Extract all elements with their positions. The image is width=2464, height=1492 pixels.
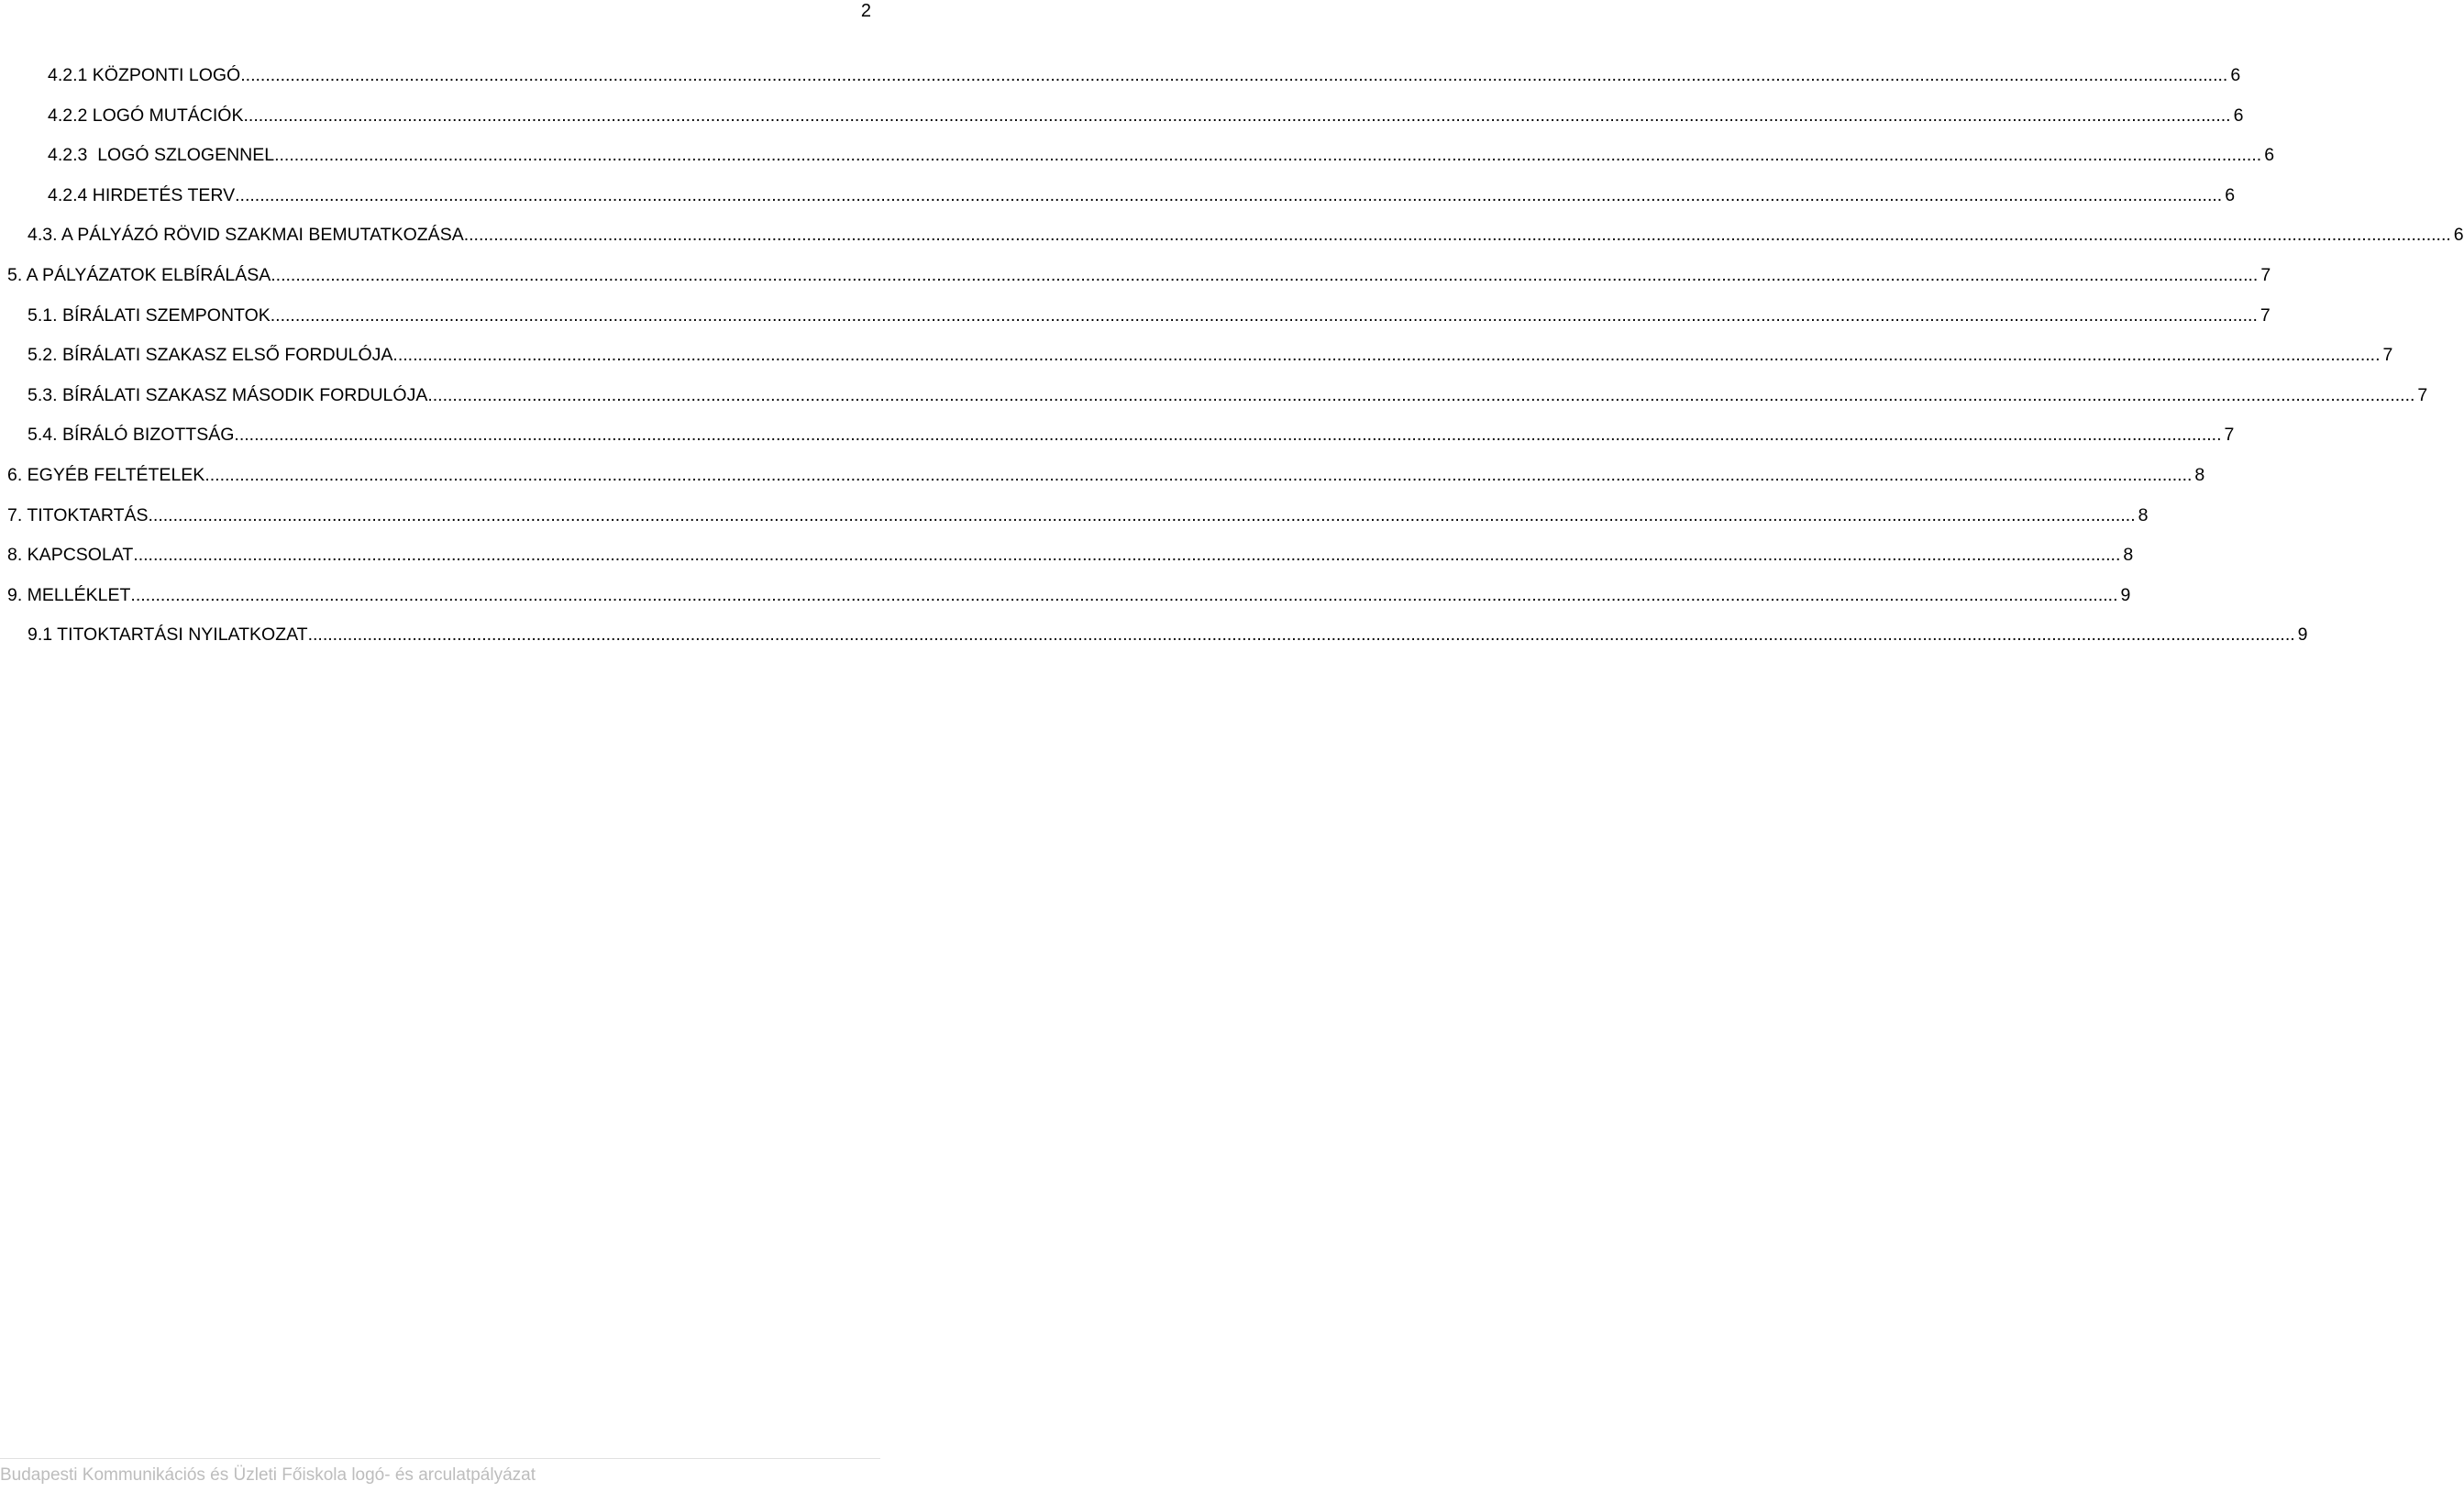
toc-entry-line (28, 624, 2308, 646)
toc-entry-title: 4.2.2 LOGÓ MUTÁCIÓK (48, 105, 244, 126)
toc-entry-page: 6 (2225, 184, 2236, 205)
footer-text: Budapesti Kommunikációs és Üzleti Főiskola logó- és arculatpályázat (0, 1465, 536, 1485)
toc-entry-line (28, 344, 2393, 366)
toc-dot-leader: ................................................................................................................................................................................................................................................................................................................................................................................................................ (427, 384, 2415, 405)
toc-entry-title: 9. MELLÉKLET (7, 584, 131, 605)
toc-entry-line (28, 384, 2428, 406)
page-number: 2 (860, 1, 871, 21)
toc-entry-page: 7 (2417, 384, 2428, 405)
toc-entry-page: 7 (2260, 264, 2271, 285)
toc-entry[interactable] (0, 216, 2464, 257)
toc-entry-page: 7 (2224, 425, 2235, 446)
toc-entry[interactable] (0, 97, 2244, 138)
toc-entry[interactable] (0, 337, 2393, 377)
toc-entry-page: 6 (2264, 145, 2275, 166)
toc-entry[interactable] (0, 297, 2271, 337)
toc-dot-leader: ................................................................................................................................................................................................................................................................................................................................................................................................................ (463, 225, 2451, 246)
toc-entry-title: 5.1. BÍRÁLATI SZEMPONTOK (28, 304, 271, 326)
toc-entry-page: 6 (2233, 105, 2244, 126)
toc-entry[interactable] (0, 137, 2275, 177)
toc-entry-page: 9 (2297, 624, 2308, 646)
toc-entry-page: 8 (2123, 545, 2134, 566)
toc-entry[interactable] (0, 536, 2134, 577)
toc-entry-page: 7 (2382, 345, 2393, 366)
toc-entry-line (28, 424, 2235, 446)
toc-entry-page: 7 (2260, 304, 2271, 326)
toc-entry-line (7, 464, 2205, 486)
toc-entry[interactable] (0, 457, 2205, 497)
toc-entry[interactable] (0, 257, 2271, 297)
toc-entry-line (48, 64, 2241, 86)
toc-dot-leader: ................................................................................................................................................................................................................................................................................................................................................................................................................ (148, 504, 2136, 525)
toc-entry-title: 4.2.4 HIRDETÉS TERV (48, 184, 236, 205)
table-of-contents (0, 57, 2464, 657)
toc-entry-line (48, 144, 2275, 166)
toc-entry[interactable] (0, 416, 2235, 457)
toc-entry-title: 9.1 TITOKTARTÁSI NYILATKOZAT (28, 624, 308, 646)
toc-dot-leader: ................................................................................................................................................................................................................................................................................................................................................................................................................ (234, 425, 2222, 446)
toc-entry-line (28, 304, 2271, 326)
toc-entry[interactable] (0, 497, 2149, 537)
toc-entry-title: 5.3. BÍRÁLATI SZAKASZ MÁSODIK FORDULÓJA (28, 384, 428, 405)
toc-dot-leader: ................................................................................................................................................................................................................................................................................................................................................................................................................ (307, 624, 2295, 646)
toc-entry-page: 6 (2453, 225, 2464, 246)
toc-dot-leader: ................................................................................................................................................................................................................................................................................................................................................................................................................ (204, 464, 2193, 485)
toc-entry-line (7, 264, 2271, 286)
toc-entry[interactable] (0, 377, 2428, 417)
toc-dot-leader: ................................................................................................................................................................................................................................................................................................................................................................................................................ (235, 184, 2223, 205)
toc-entry-page: 9 (2120, 584, 2131, 605)
toc-entry-line (7, 544, 2134, 566)
toc-entry-title: 5.4. BÍRÁLÓ BIZOTTSÁG (28, 425, 235, 446)
toc-entry-page: 8 (2194, 464, 2205, 485)
toc-entry-title: 4.2.3 LOGÓ SZLOGENNEL (48, 145, 275, 166)
toc-entry[interactable] (0, 616, 2308, 657)
toc-entry-title: 5. A PÁLYÁZATOK ELBÍRÁLÁSA (7, 264, 271, 285)
toc-entry[interactable] (0, 577, 2131, 617)
toc-entry-page: 8 (2138, 504, 2149, 525)
toc-entry-title: 5.2. BÍRÁLATI SZAKASZ ELSŐ FORDULÓJA (28, 345, 393, 366)
toc-dot-leader: ................................................................................................................................................................................................................................................................................................................................................................................................................ (240, 65, 2228, 85)
toc-dot-leader: ................................................................................................................................................................................................................................................................................................................................................................................................................ (243, 105, 2231, 126)
toc-dot-leader: ................................................................................................................................................................................................................................................................................................................................................................................................................ (133, 545, 2121, 566)
toc-dot-leader: ................................................................................................................................................................................................................................................................................................................................................................................................................ (130, 584, 2118, 605)
toc-entry-title: 6. EGYÉB FELTÉTELEK (7, 464, 205, 485)
footer (0, 1458, 880, 1492)
toc-entry-title: 8. KAPCSOLAT (7, 545, 134, 566)
toc-entry-line (48, 184, 2236, 206)
toc-dot-leader: ................................................................................................................................................................................................................................................................................................................................................................................................................ (271, 264, 2259, 285)
toc-dot-leader: ................................................................................................................................................................................................................................................................................................................................................................................................................ (392, 345, 2381, 366)
toc-dot-leader: ................................................................................................................................................................................................................................................................................................................................................................................................................ (270, 304, 2258, 326)
toc-entry-title: 4.3. A PÁLYÁZÓ RÖVID SZAKMAI BEMUTATKOZÁSA (28, 225, 464, 246)
toc-entry[interactable] (0, 57, 2241, 97)
toc-entry-line (7, 584, 2131, 606)
toc-entry-page: 6 (2230, 65, 2241, 85)
toc-entry-line (28, 224, 2464, 246)
toc-dot-leader: ................................................................................................................................................................................................................................................................................................................................................................................................................ (274, 145, 2262, 166)
toc-entry-title: 7. TITOKTARTÁS (7, 504, 149, 525)
toc-entry[interactable] (0, 177, 2236, 217)
toc-entry-line (7, 504, 2149, 526)
toc-entry-line (48, 105, 2244, 127)
toc-entry-title: 4.2.1 KÖZPONTI LOGÓ (48, 65, 241, 85)
